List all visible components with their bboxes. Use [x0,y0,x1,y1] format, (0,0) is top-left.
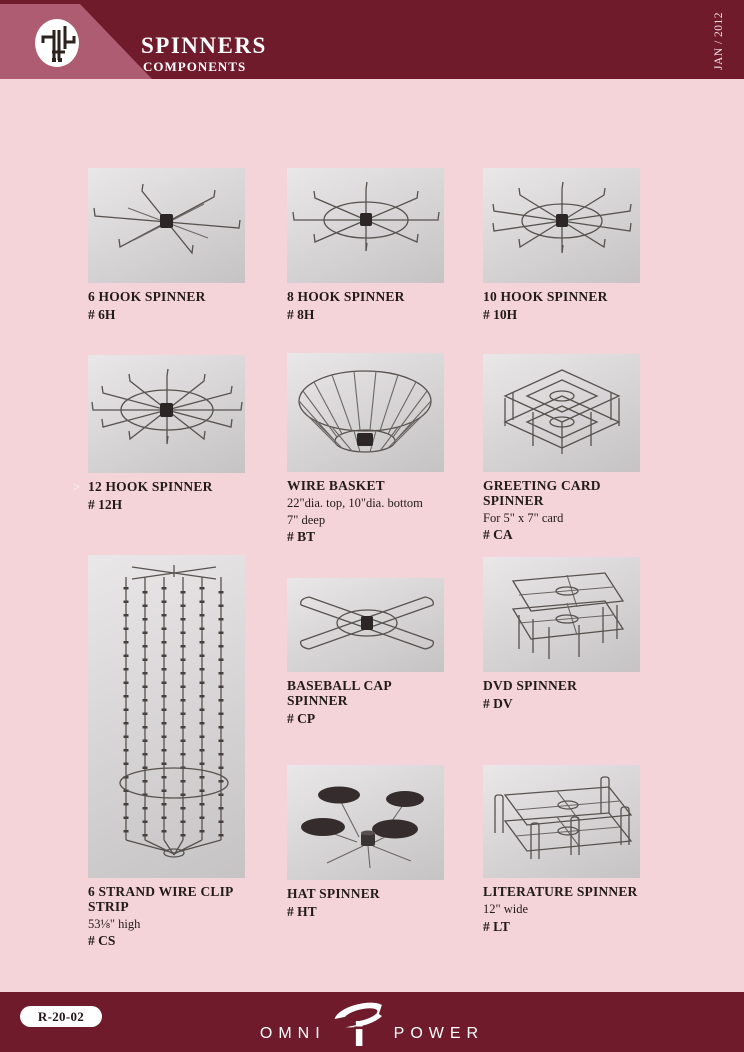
greeting-card-spinner-image [483,354,640,472]
product-photo-baseball-cap-spinner [287,578,444,672]
wire-basket-image [287,353,444,472]
page-ref-badge [20,1006,102,1027]
product-cell-hat-spinner [287,765,444,920]
product-title: WIRE BASKET [287,478,385,493]
product-photo-12-hook-spinner [88,355,245,473]
product-cell-10-hook-spinner [483,168,640,323]
product-detail: For 5" x 7" card [483,510,564,525]
header-band [0,0,744,79]
product-cell-8-hook-spinner [287,168,444,323]
product-cell-greeting-card-spinner [483,354,640,543]
product-cell-baseball-cap-spinner [287,578,444,727]
product-code: # CA [483,527,513,543]
product-code: # BT [287,529,316,545]
product-detail: 12" wide [483,901,529,916]
6-hook-spinner-image [88,168,245,283]
product-photo-wire-basket [287,353,444,472]
product-code: # 10H [483,306,518,322]
product-photo-wire-clip-strip [88,555,245,878]
product-photo-10-hook-spinner [483,168,640,283]
product-photo-greeting-card-spinner [483,354,640,472]
product-cell-dvd-spinner [483,557,640,712]
brand-text-omni: OMNI [259,1025,326,1042]
product-title: LITERATURE SPINNER [483,884,638,899]
8-hook-spinner-image [287,168,444,283]
omni-power-mark-icon [328,1000,392,1050]
product-photo-6-hook-spinner [88,168,245,283]
page-ref-text: R-20-02 [37,1008,85,1024]
product-title: 6 STRAND WIRE CLIP STRIP [88,884,233,914]
product-title: HAT SPINNER [287,886,380,901]
product-photo-8-hook-spinner [287,168,444,283]
product-detail: 7" deep [287,512,326,527]
product-photo-hat-spinner [287,765,444,880]
wire-clip-strip-image [88,555,245,878]
product-cell-6-hook-spinner [88,168,245,323]
10-hook-spinner-image [483,168,640,283]
product-detail: 53⅛" high [88,916,141,931]
page-title: SPINNERS [141,33,267,58]
product-photo-literature-spinner [483,765,640,878]
product-code: # 8H [287,306,315,322]
product-title: 8 HOOK SPINNER [287,289,405,304]
product-cell-wire-basket [287,353,444,545]
dvd-spinner-image [483,557,640,672]
product-title: BASEBALL CAP SPINNER [287,678,392,708]
product-photo-dvd-spinner [483,557,640,672]
product-code: # HT [287,903,317,919]
product-title: 6 HOOK SPINNER [88,289,206,304]
product-title: GREETING CARD SPINNER [483,478,601,508]
page-subtitle: COMPONENTS [143,59,247,74]
product-title: 12 HOOK SPINNER [88,479,213,494]
arrow-marker-icon: > [73,479,81,494]
date-label: JAN / 2012 [713,11,725,71]
product-detail: 22"dia. top, 10"dia. bottom [287,495,423,510]
product-code: # LT [483,918,510,934]
product-code: # 6H [88,306,116,322]
product-cell-12-hook-spinner [73,355,245,513]
12-hook-spinner-image [88,355,245,473]
product-title: DVD SPINNER [483,678,578,693]
product-code: # CS [88,933,116,949]
product-cell-wire-clip-strip [88,555,245,949]
baseball-cap-spinner-image [287,578,444,672]
omni-power-logo [260,992,484,1052]
product-code: # DV [483,695,513,711]
product-title: 10 HOOK SPINNER [483,289,608,304]
literature-spinner-image [483,765,640,878]
brand-text-power: POWER [393,1025,485,1042]
footer-band [0,992,744,1052]
product-cell-literature-spinner [483,765,640,934]
hat-spinner-image [287,765,444,880]
product-code: # CP [287,710,316,726]
product-code: # 12H [88,496,123,512]
